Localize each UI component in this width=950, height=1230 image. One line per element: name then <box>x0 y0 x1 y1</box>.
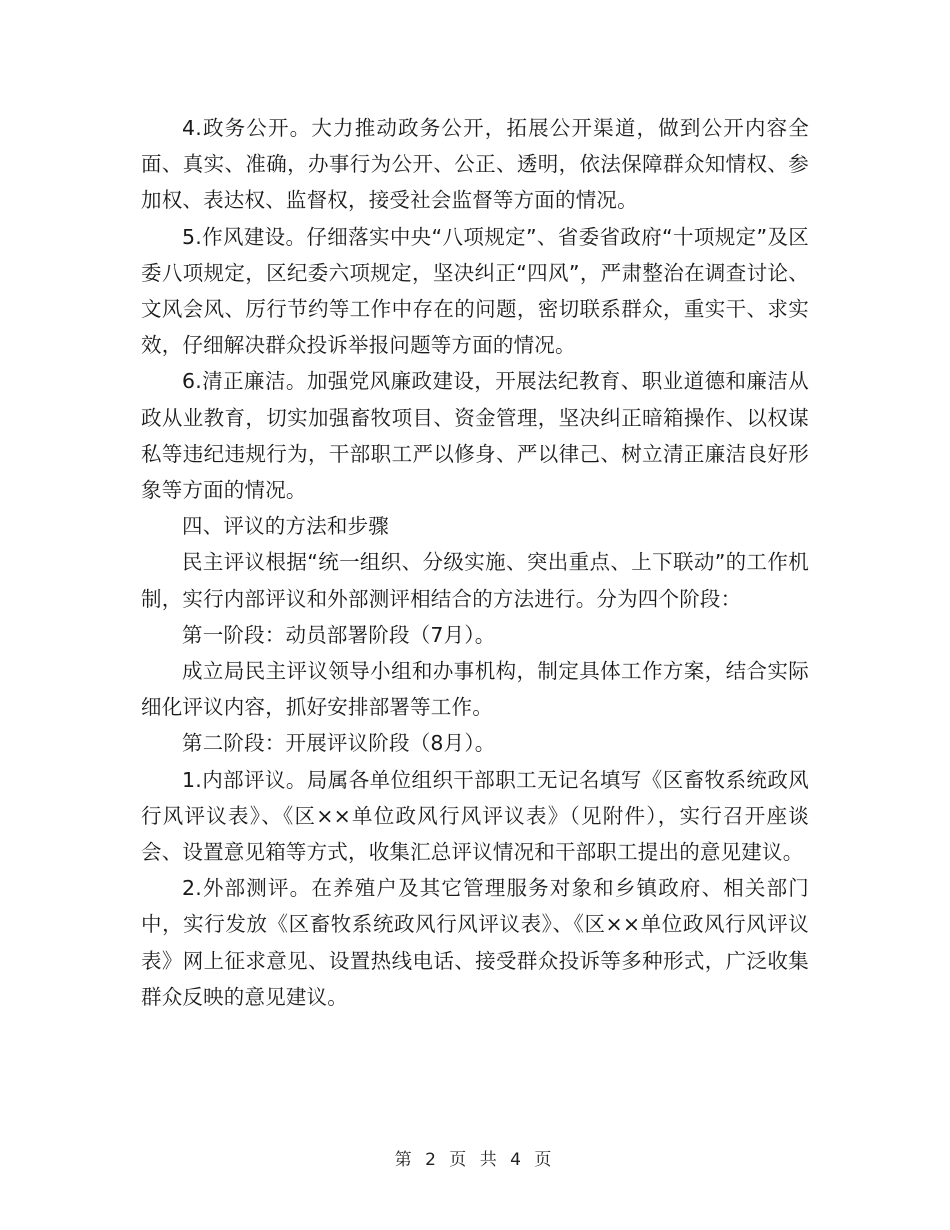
paragraph-methods-intro: 民主评议根据“统一组织、分级实施、突出重点、上下联动”的工作机制，实行内部评议和外部测评相结合的方法进行。分为四个阶段： <box>141 550 809 611</box>
document-body <box>141 110 809 1015</box>
paragraph-gov-affairs-openness: 4.政务公开。大力推动政务公开，拓展公开渠道，做到公开内容全面、真实、准确，办事行为公开、公正、透明，依法保障群众知情权、参加权、表达权、监督权，接受社会监督等方面的情况。 <box>141 116 809 213</box>
section-heading-methods: 四、评议的方法和步骤 <box>182 514 389 539</box>
paragraph-stage-one: 第一阶段：动员部署阶段（7月）。 <box>182 622 496 647</box>
page-number-footer: 第 2 页 共 4 页 <box>394 1150 556 1170</box>
paragraph-work-style: 5.作风建设。仔细落实中央“八项规定”、省委省政府“十项规定”及区委八项规定，区纪委六项规定，坚决纠正“四风”，严肃整治在调查讨论、文风会风、厉行节约等工作中存在的问题，密切联系群众，重实干、求实效，仔细解决群众投诉举报问题等方面的情况。 <box>141 224 809 358</box>
paragraph-integrity: 6.清正廉洁。加强党风廉政建设，开展法纪教育、职业道德和廉洁从政从业教育，切实加强畜牧项目、资金管理，坚决纠正暗箱操作、以权谋私等违纪违规行为，干部职工严以修身、严以律己、树立清正廉洁良好形象等方面的情况。 <box>141 369 809 503</box>
paragraph-external-assessment: 2.外部测评。在养殖户及其它管理服务对象和乡镇政府、相关部门中，实行发放《区畜牧系统政风行风评议表》、《区××单位政风行风评议表》网上征求意见、设置热线电话、接受群众投诉等多种形式，广泛收集群众反映的意见建议。 <box>141 876 809 1009</box>
paragraph-stage-one-detail: 成立局民主评议领导小组和办事机构，制定具体工作方案，结合实际细化评议内容，抓好安排部署等工作。 <box>141 659 809 720</box>
paragraph-stage-two: 第二阶段：开展评议阶段（8月）。 <box>182 731 496 756</box>
paragraph-internal-review: 1.内部评议。局属各单位组织干部职工无记名填写《区畜牧系统政风行风评议表》、《区××单位政风行风评议表》（见附件），实行召开座谈会、设置意见箱等方式，收集汇总评议情况和干部职工提出的意见建议。 <box>141 767 809 865</box>
